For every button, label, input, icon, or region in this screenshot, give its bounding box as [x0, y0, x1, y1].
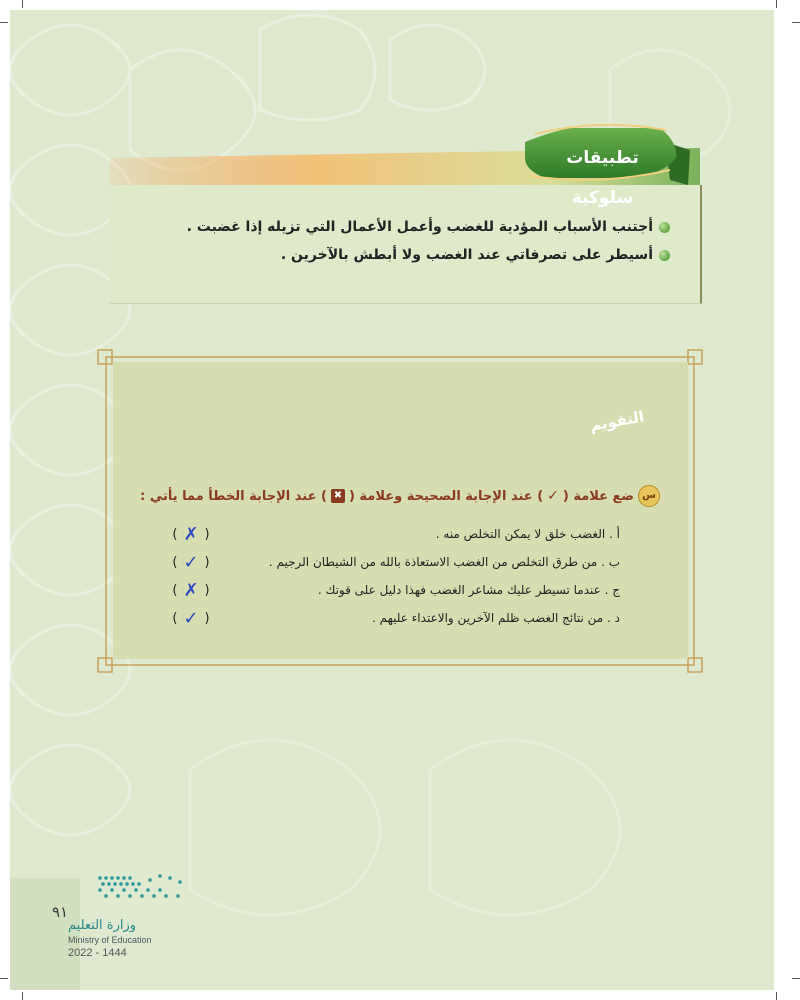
- answer-mark: ✗: [183, 579, 199, 601]
- paren-open: (: [172, 526, 178, 542]
- item-text: ب . من طرق التخلص من الغضب الاستعاذة بالله من الشيطان الرجيم .: [268, 555, 620, 569]
- instruction-part3: ) عند الإجابة الخطأ مما يأتي :: [140, 488, 327, 504]
- paren-open: (: [172, 582, 178, 598]
- question-instruction: [140, 485, 660, 507]
- paren-close: ): [204, 526, 210, 542]
- item-text: ج . عندما تسيطر عليك مشاعر الغضب فهذا دليل على قوتك .: [317, 583, 620, 597]
- paren-close: ): [204, 582, 210, 598]
- answer-mark: ✓: [183, 607, 199, 629]
- item-text: أ . الغضب خلق لا يمكن التخلص منه .: [435, 527, 620, 541]
- green-bullet-icon: [659, 250, 670, 261]
- evaluation-item: [170, 576, 620, 604]
- behavioral-item: [130, 213, 670, 241]
- evaluation-item: [170, 520, 620, 548]
- behavioral-list: [130, 213, 670, 269]
- answer-box: [170, 524, 212, 545]
- crop-mark: [792, 978, 800, 979]
- cross-mark-icon: ✖: [331, 489, 345, 503]
- green-bullet-icon: [659, 222, 670, 233]
- paren-close: ): [204, 610, 210, 626]
- crop-mark: [22, 0, 23, 8]
- behavioral-title: تطبيقات سلوكية: [566, 148, 639, 208]
- evaluation-items: [170, 520, 620, 632]
- textbook-page: [10, 10, 774, 990]
- behavioral-item-text: أسيطر على تصرفاتي عند الغضب ولا أبطش بالآخرين .: [280, 247, 653, 263]
- page-number: ٩١: [52, 903, 69, 921]
- crop-mark: [0, 22, 8, 23]
- instruction-part2: ) عند الإجابة الصحيحة وعلامة (: [348, 488, 544, 504]
- answer-mark: ✓: [183, 551, 199, 573]
- behavioral-item-text: أجتنب الأسباب المؤدية للغضب وأعمل الأعمال التي تزيله إذا غضبت .: [186, 219, 653, 235]
- crop-mark: [22, 992, 23, 1000]
- academic-year: 2022 - 1444: [68, 947, 127, 959]
- paren-open: (: [172, 610, 178, 626]
- crop-mark: [776, 992, 777, 1000]
- answer-box: [170, 608, 212, 629]
- answer-mark: ✗: [183, 523, 199, 545]
- paren-open: (: [172, 554, 178, 570]
- evaluation-item: [170, 548, 620, 576]
- crop-mark: [776, 0, 777, 8]
- behavioral-item: [130, 241, 670, 269]
- paren-close: ): [204, 554, 210, 570]
- ministry-logo-english: Ministry of Education: [68, 935, 152, 945]
- crop-mark: [792, 22, 800, 23]
- instruction-part1: ضع علامة (: [562, 488, 634, 504]
- ministry-logo-arabic: وزارة التعليم: [68, 918, 137, 933]
- evaluation-item: [170, 604, 620, 632]
- check-mark-icon: ✓: [547, 488, 559, 504]
- crop-mark: [0, 978, 8, 979]
- item-text: د . من نتائج الغضب ظلم الآخرين والاعتداء عليهم .: [371, 611, 620, 625]
- question-badge: س: [638, 485, 660, 507]
- answer-box: [170, 580, 212, 601]
- answer-box: [170, 552, 212, 573]
- evaluation-title: التقويم: [588, 407, 646, 435]
